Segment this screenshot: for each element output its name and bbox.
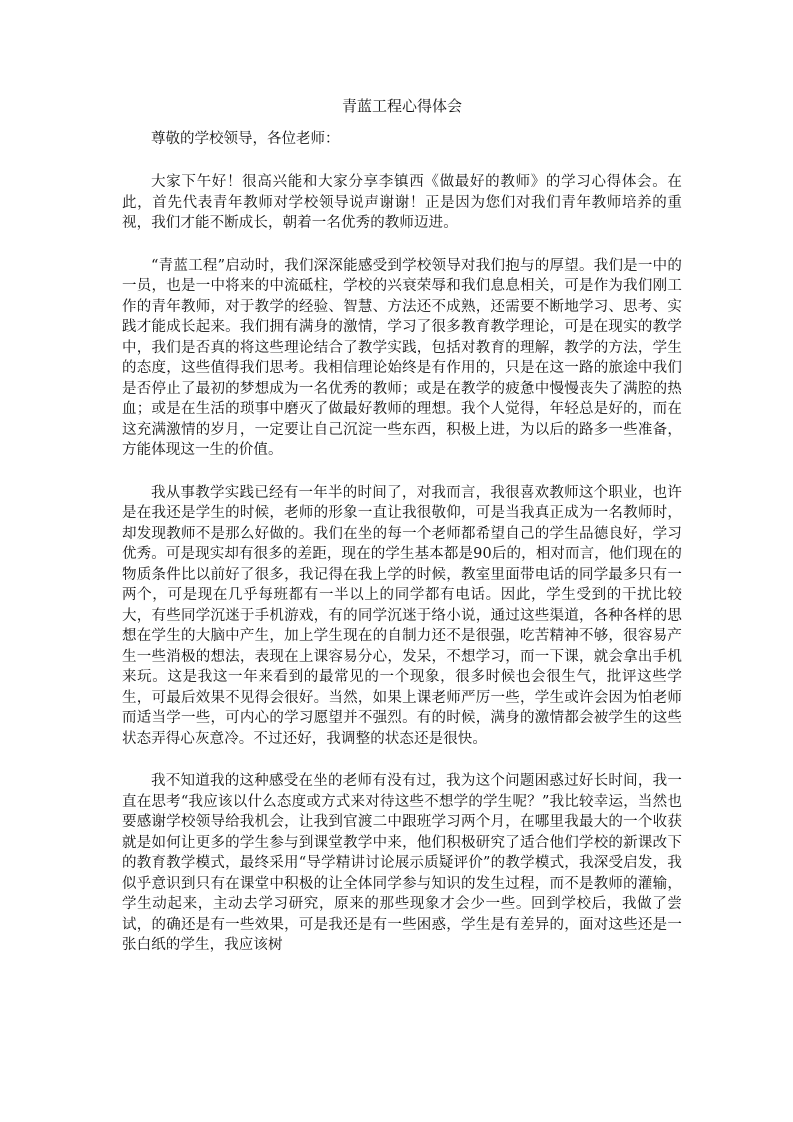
paragraph: 我不知道我的这种感受在坐的老师有没有过，我为这个问题困惑过好长时间，我一直在思考“我应该以什么态度或方式来对待这些不想学的学生呢？”我比较幸运，当然也要感谢学校领导给我机会，让我到官渡二中跟班学习两个月，在哪里我最大的一个收获就是如何让更多的学生参与到课堂教学中来，他们积极研究了适合他们学校的新课改下的教育教学模式，最终采用“导学精讲讨论展示质疑评价”的教学模式，我深受启发，我似乎意识到只有在课堂中积极的让全体同学参与知识的发生过程，而不是教师的灌输，学生动起来，主动去学习研究，原来的那些现象才会少一些。回到学校后，我做了尝试，的确还是有一些效果，可是我还是有一些困惑，学生是有差异的，面对这些还是一张白纸的学生，我应该树 (122, 773, 682, 953)
paragraph: 大家下午好！很高兴能和大家分享李镇西《做最好的教师》的学习心得体会。在此，首先代表青年教师对学校领导说声谢谢！正是因为您们对我们青年教师培养的重视，我们才能不断成长，朝着一名优秀的教师迈进。 (122, 174, 682, 231)
document-title: 青蓝工程心得体会 (341, 97, 462, 115)
paragraph: “青蓝工程”启动时，我们深深能感受到学校领导对我们抱与的厚望。我们是一中的一员，也是一中将来的中流砥柱，学校的兴衰荣辱和我们息息相关，可是作为我们刚工作的青年教师，对于教学的经验、智慧、方法还不成熟，还需要不断地学习、思考、实践才能成长起来。我们拥有满身的激情，学习了很多教育教学理论，可是在现实的教学中，我们是否真的将这些理论结合了教学实践，包括对教育的理解，教学的方法，学生的态度，这些值得我们思考。我相信理论始终是有作用的，只是在这一路的旅途中我们是否停止了最初的梦想成为一名优秀的教师；或是在教学的疲惫中慢慢丧失了满腔的热血；或是在生活的琐事中磨灭了做最好教师的理想。我个人觉得，年轻总是好的，而在这充满激情的岁月，一定要让自己沉淀一些东西，积极上进，为以后的路多一些准备，方能体现这一生的价值。 (122, 257, 682, 458)
document-page (122, 95, 682, 978)
greeting-line: 尊敬的学校领导，各位老师： (151, 131, 340, 147)
paragraph: 我从事教学实践已经有一年半的时间了，对我而言，我很喜欢教师这个职业，也许是在我还是学生的时候，老师的形象一直让我很敬仰，可是当我真正成为一名教师时，却发现教师不是那么好做的。我们在坐的每一个老师都希望自己的学生品德良好，学习优秀。可是现实却有很多的差距，现在的学生基本都是90后的，相对而言，他们现在的物质条件比以前好了很多，我记得在我上学的时候，教室里面带电话的同学最多只有一两个，可是现在几乎每班都有一半以上的同学都有电话。因此，学生受到的干扰比较大，有些同学沉迷于手机游戏，有的同学沉迷于络小说，通过这些渠道，各种各样的思想在学生的大脑中产生，加上学生现在的自制力还不是很强，吃苦精神不够，很容易产生一些消极的想法，表现在上课容易分心，发呆，不想学习，而一下课，就会拿出手机来玩。这是我这一年来看到的最常见的一个现象，很多时候也会很生气，批评这些学生，可最后效果不见得会很好。当然，如果上课老师严厉一些，学生或许会因为怕老师而适当学一些，可内心的学习愿望并不强烈。有的时候，满身的激情都会被学生的这些状态弄得心灰意冷。不过还好，我调整的状态还是很快。 (122, 484, 682, 747)
